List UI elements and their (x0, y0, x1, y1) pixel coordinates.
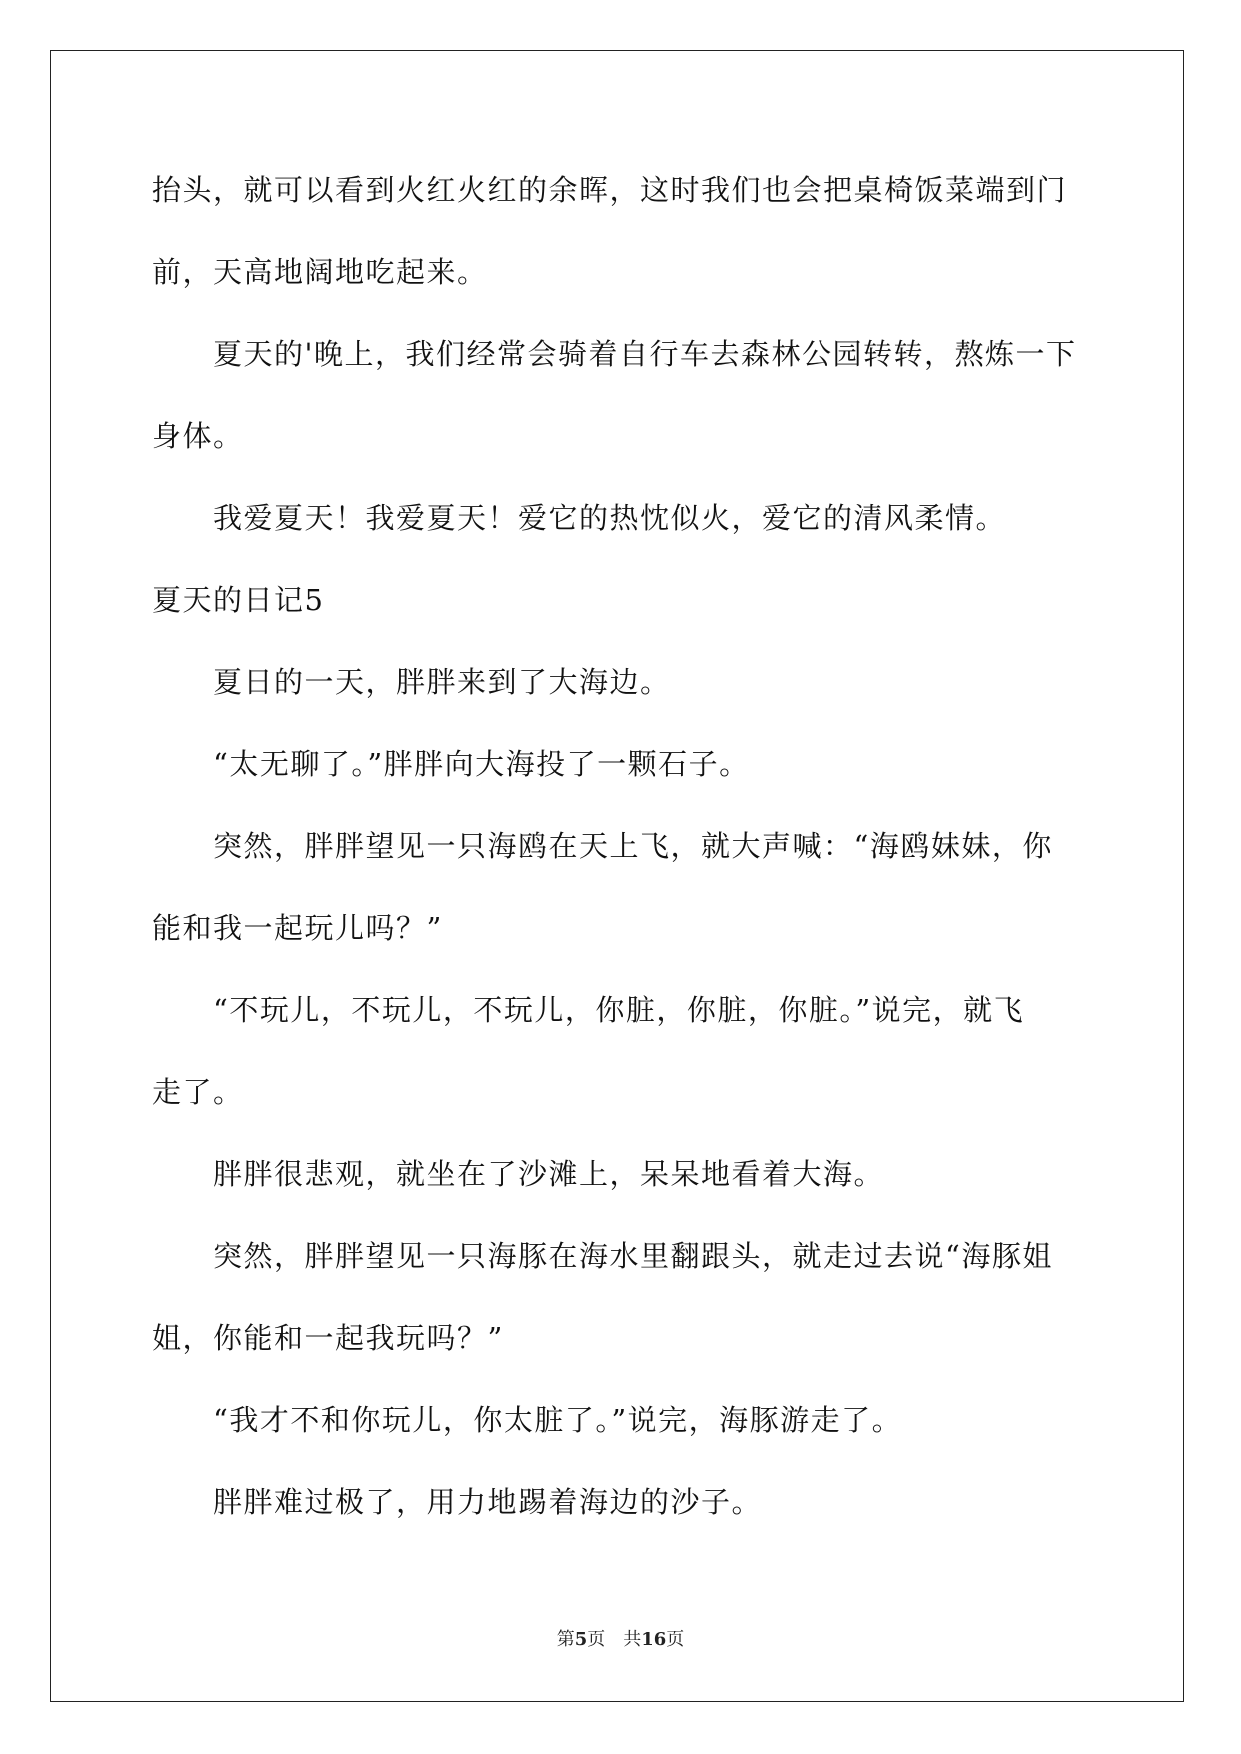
text-line: 前，天高地阔地吃起来。 (152, 255, 488, 289)
total-prefix: 共 (623, 1629, 642, 1650)
page-number: 5 (574, 1629, 588, 1650)
text-line: 我爱夏天！我爱夏天！爱它的热忱似火，爱它的清风柔情。 (213, 501, 1007, 535)
text-line: 走了。 (152, 1075, 244, 1109)
text-line: 能和我一起玩儿吗？” (152, 911, 443, 945)
page-suffix: 页 (587, 1629, 606, 1650)
text-line: 突然，胖胖望见一只海豚在海水里翻跟头，就走过去说“海豚姐 (213, 1239, 1053, 1273)
page-prefix: 第 (556, 1629, 575, 1650)
text-line: 胖胖难过极了，用力地踢着海边的沙子。 (213, 1485, 763, 1519)
text-line: 身体。 (152, 419, 244, 453)
text-line: 抬头，就可以看到火红火红的余晖，这时我们也会把桌椅饭菜端到门 (152, 173, 1068, 207)
text-line: 夏天的'晚上，我们经常会骑着自行车去森林公园转转，熬炼一下 (213, 337, 1077, 371)
total-pages: 16 (641, 1629, 667, 1650)
section-heading: 夏天的日记5 (152, 583, 325, 617)
total-suffix: 页 (666, 1629, 685, 1650)
text-line: “我才不和你玩儿，你太脏了。”说完，海豚游走了。 (213, 1403, 903, 1437)
page-footer (0, 1628, 1241, 1652)
text-line: 胖胖很悲观，就坐在了沙滩上，呆呆地看着大海。 (213, 1157, 885, 1191)
text-line: 姐，你能和一起我玩吗？” (152, 1321, 504, 1355)
text-line: 突然，胖胖望见一只海鸥在天上飞，就大声喊：“海鸥妹妹，你 (213, 829, 1053, 863)
text-line: “太无聊了。”胖胖向大海投了一颗石子。 (213, 747, 750, 781)
page-border (50, 50, 1184, 1702)
text-line: 夏日的一天，胖胖来到了大海边。 (213, 665, 671, 699)
text-line: “不玩儿，不玩儿，不玩儿，你脏，你脏，你脏。”说完，就飞 (213, 993, 1025, 1027)
